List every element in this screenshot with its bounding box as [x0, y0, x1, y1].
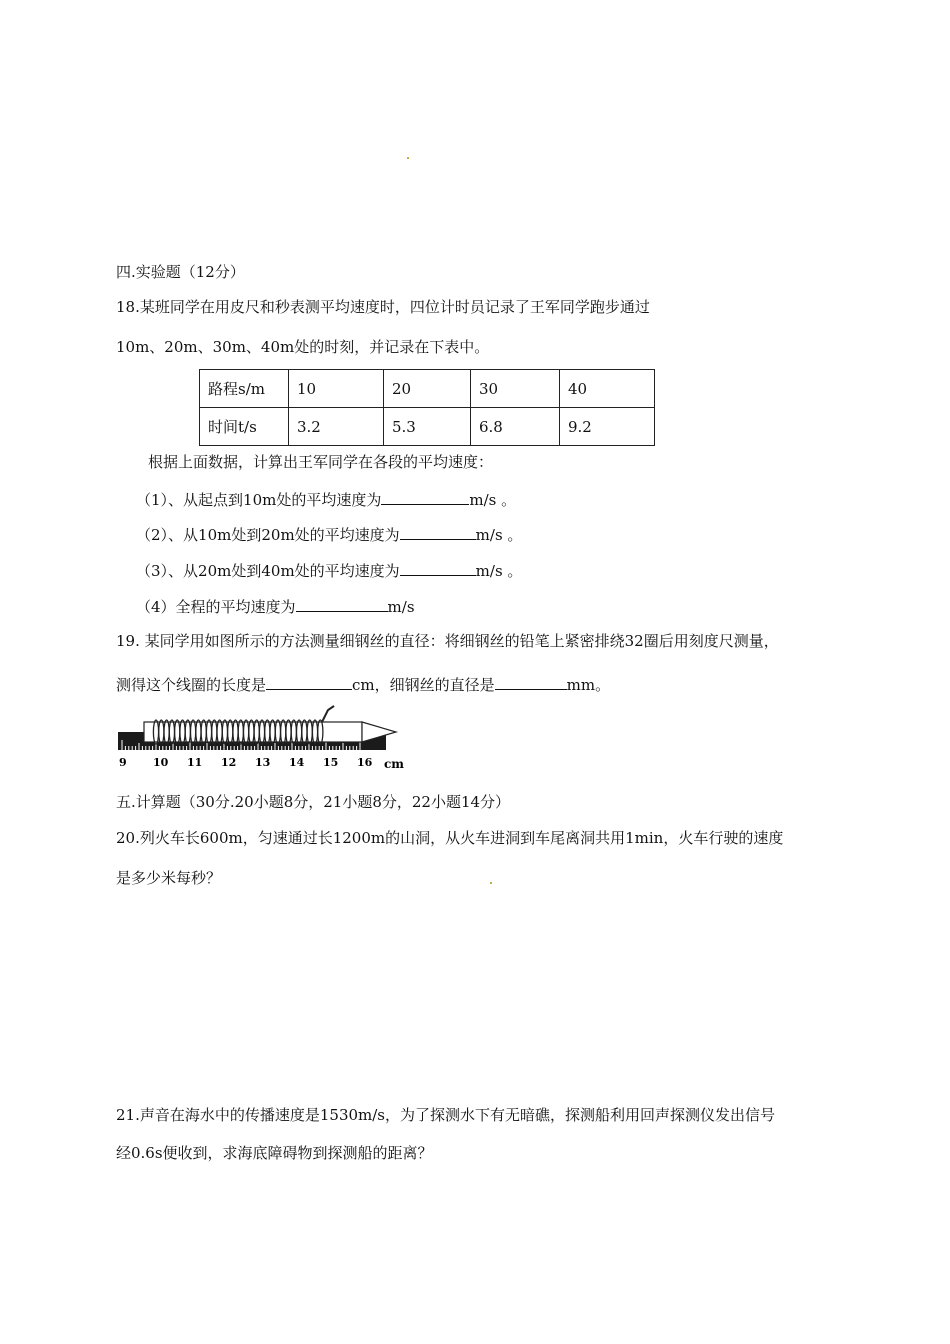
- question-18-part-2: [136, 523, 522, 545]
- question-18-part-3: [136, 559, 522, 581]
- ruler-tick-label: 10: [153, 756, 169, 769]
- ruler-tick-label: 14: [289, 756, 305, 769]
- wire-end: [322, 706, 334, 722]
- table-cell: 20: [384, 370, 471, 408]
- ruler-tick-label: 15: [323, 756, 339, 769]
- table-cell: 10: [289, 370, 384, 408]
- question-21-text-line1: 21.声音在海水中的传播速度是1530m/s，为了探测水下有无暗礁，探测船利用回声探测仪发出信号: [116, 1106, 776, 1124]
- ruler-tick-label: 12: [221, 756, 237, 769]
- answer-blank-4[interactable]: [296, 595, 388, 612]
- table-row: [200, 408, 655, 446]
- answer-blank-2[interactable]: [400, 523, 476, 540]
- part-1-unit: m/s 。: [469, 491, 517, 509]
- question-18-text-line2: 10m、20m、30m、40m处的时刻，并记录在下表中。: [116, 338, 490, 356]
- question-21-text-line2: 经0.6s便收到，求海底障碍物到探测船的距离？: [116, 1144, 433, 1162]
- question-18-text-line1: 18.某班同学在用皮尺和秒表测平均速度时，四位计时员记录了王军同学跑步通过: [116, 298, 650, 316]
- ruler-unit-label: cm: [384, 757, 405, 771]
- ruler-tick-label: 16: [357, 756, 373, 769]
- table-cell: 6.8: [471, 408, 560, 446]
- table-cell: 路程s/m: [200, 370, 289, 408]
- part-3-prompt: （3）、从20m处到40m处的平均速度为: [136, 562, 400, 580]
- ruler-tick-label: 13: [255, 756, 271, 769]
- question-18-part-1: [136, 488, 516, 510]
- question-18-part-4: [136, 595, 415, 617]
- part-4-unit: m/s: [387, 598, 415, 616]
- part-4-prompt: （4）全程的平均速度为: [136, 598, 296, 616]
- question-18-intro: 根据上面数据，计算出王军同学在各段的平均速度：: [148, 453, 494, 471]
- speed-data-table: [199, 369, 655, 446]
- scan-speck: [407, 157, 409, 159]
- wire-diameter-blank[interactable]: [495, 673, 567, 690]
- table-cell: 30: [471, 370, 560, 408]
- question-20-text-line1: 20.列火车长600m，匀速通过长1200m的山洞，从火车进洞到车尾离洞共用1min，火车行驶的速度: [116, 829, 784, 847]
- table-cell: 5.3: [384, 408, 471, 446]
- scan-speck: [490, 882, 492, 884]
- question-19-text-line1: 19. 某同学用如图所示的方法测量细钢丝的直径：将细钢丝的铅笔上紧密排绕32圈后用刻度尺测量，: [116, 632, 779, 650]
- table-cell: 40: [560, 370, 655, 408]
- ruler-tick-label: 9: [119, 756, 127, 769]
- q19-prompt: 测得这个线圈的长度是: [116, 676, 267, 694]
- table-cell: 时间t/s: [200, 408, 289, 446]
- ruler-tick-labels: [119, 756, 373, 769]
- section-4-heading: 四.实验题（12分）: [116, 263, 245, 281]
- q19-unit: mm。: [566, 676, 611, 694]
- table-row: [200, 370, 655, 408]
- section-5-heading: 五.计算题（30分.20小题8分，21小题8分，22小题14分）: [116, 793, 511, 811]
- q19-mid: cm，细钢丝的直径是: [352, 676, 495, 694]
- part-2-prompt: （2）、从10m处到20m处的平均速度为: [136, 526, 400, 544]
- question-20-text-line2: 是多少米每秒？: [116, 869, 222, 887]
- pencil-coil-ruler-figure: [116, 700, 406, 776]
- part-3-unit: m/s 。: [475, 562, 523, 580]
- ruler-tick-label: 11: [187, 756, 203, 769]
- table-cell: 3.2: [289, 408, 384, 446]
- table-cell: 9.2: [560, 408, 655, 446]
- coil-length-blank[interactable]: [266, 673, 352, 690]
- question-19-text-line2: [116, 673, 610, 695]
- part-2-unit: m/s 。: [475, 526, 523, 544]
- part-1-prompt: （1）、从起点到10m处的平均速度为: [136, 491, 382, 509]
- answer-blank-1[interactable]: [381, 488, 469, 505]
- answer-blank-3[interactable]: [400, 559, 476, 576]
